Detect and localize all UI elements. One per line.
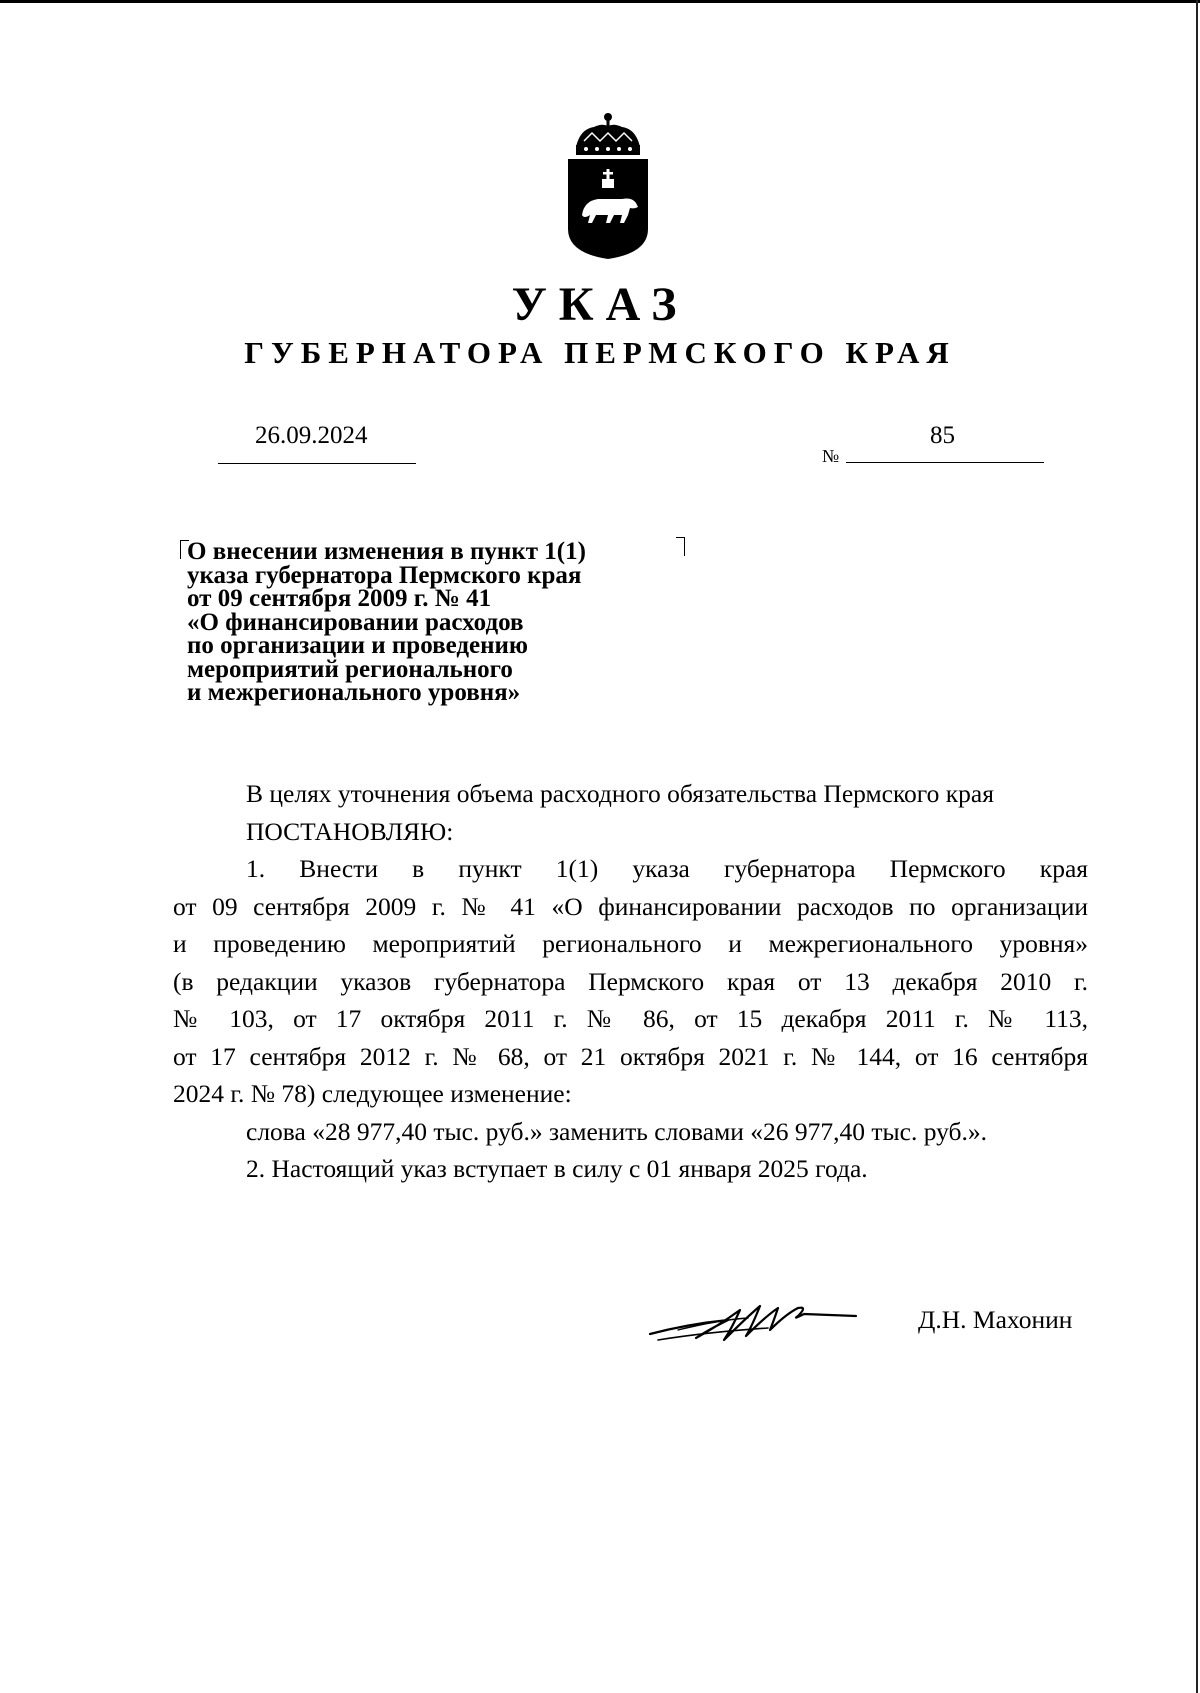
subject-line: «О финансировании расходов (187, 608, 524, 636)
scan-top-border (0, 0, 1200, 3)
date-underline (218, 463, 416, 464)
item1-line: и проведению мероприятий регионального и межрегионального уровня» (173, 929, 1088, 958)
handwritten-signature-icon (648, 1290, 858, 1348)
subject-line: и межрегионального уровня» (187, 679, 521, 706)
document-issuer: ГУБЕРНАТОРА ПЕРМСКОГО КРАЯ (244, 335, 956, 370)
document-title: УКАЗ (511, 278, 689, 331)
subject-corner-right (676, 537, 685, 556)
item1-line: (в редакции указов губернатора Пермского края от 13 декабря 2010 г. (173, 966, 1088, 996)
subject-line: от 09 сентября 2009 г. № 41 (187, 585, 492, 612)
subject-line: мероприятий регионального (187, 655, 513, 683)
item1-line: от 17 сентября 2012 г. № 68, от 21 октября 2021 г. № 144, от 16 сентября (173, 1041, 1088, 1071)
item1-line: № 103, от 17 октября 2011 г. № 86, от 15 декабря 2011 г. № 113, (173, 1004, 1088, 1033)
item1-line: от 09 сентября 2009 г. № 41 «О финансировании расходов по организации (173, 891, 1088, 921)
replacement-paragraph: слова «28 977,40 тыс. руб.» заменить словами «26 977,40 тыс. руб.». (246, 1116, 987, 1146)
subject-line: О внесении изменения в пункт 1(1) (187, 538, 586, 565)
decree-date: 26.09.2024 (255, 422, 368, 449)
perm-krai-coat-of-arms-icon (562, 111, 654, 261)
scan-right-border (1196, 0, 1198, 1693)
decree-subject (187, 540, 667, 705)
signatory-name: Д.Н. Махонин (918, 1305, 1073, 1334)
decree-body (173, 775, 1088, 1188)
number-underline (846, 462, 1044, 463)
intro-paragraph: В целях уточнения объема расходного обязательства Пермского края (246, 779, 994, 808)
item1-line: 2024 г. № 78) следующее изменение: (173, 1079, 572, 1108)
number-label: № (822, 446, 840, 466)
decree-number: 85 (930, 422, 955, 449)
item1-line: 1. Внести в пункт 1(1) указа губернатора Пермского края (246, 854, 1088, 883)
subject-line: указа губернатора Пермского края (187, 561, 582, 589)
subject-line: по организации и проведению (187, 632, 528, 659)
item2-paragraph: 2. Настоящий указ вступает в силу с 01 января 2025 года. (246, 1154, 868, 1183)
decree-keyword: ПОСТАНОВЛЯЮ: (246, 816, 454, 846)
